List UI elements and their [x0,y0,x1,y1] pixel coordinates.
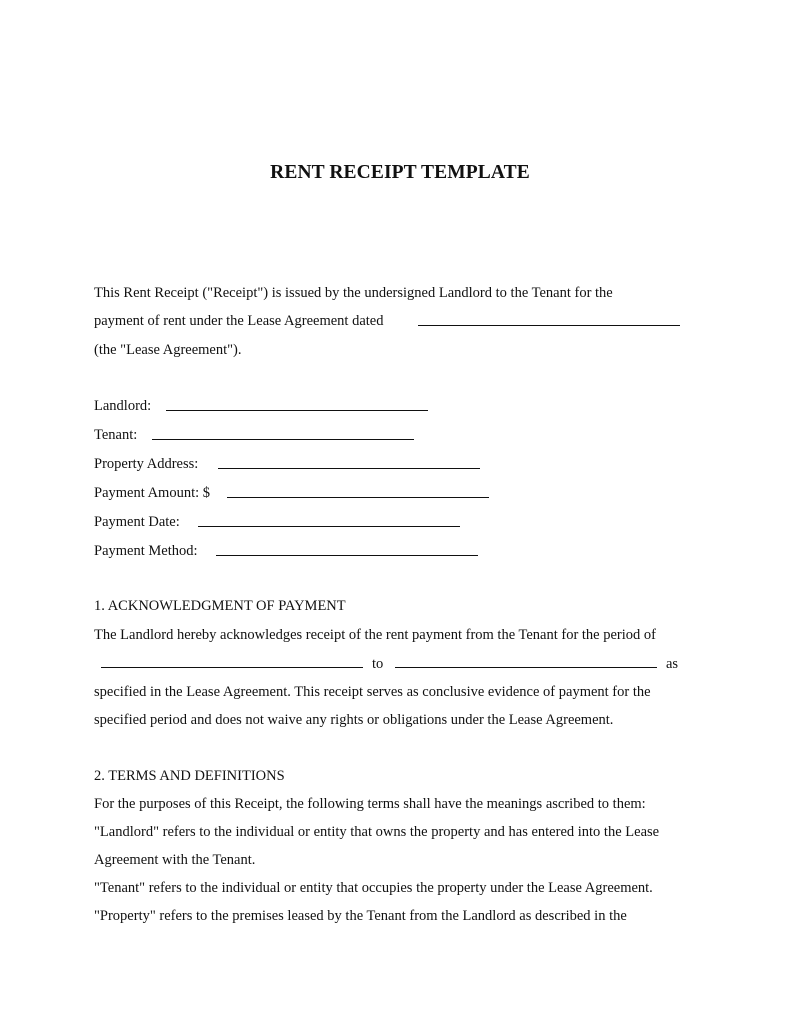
lease-date-blank[interactable] [418,325,680,326]
payment-method-blank[interactable] [216,555,478,556]
property-address-label: Property Address: [94,456,199,472]
section-2-line-4: "Tenant" refers to the individual or entity that occupies the property under the Lease Agreement. [94,880,653,896]
payment-amount-label: Payment Amount: $ [94,485,210,501]
section-2-line-3: Agreement with the Tenant. [94,852,256,868]
section-1-line-1: The Landlord hereby acknowledges receipt of the rent payment from the Tenant for the period of [94,627,656,643]
payment-date-blank[interactable] [198,526,460,527]
section-1-line-4: specified period and does not waive any rights or obligations under the Lease Agreement. [94,712,614,728]
period-start-blank[interactable] [101,667,363,668]
landlord-label: Landlord: [94,398,152,414]
period-as-text: as [666,656,679,672]
intro-line-1: This Rent Receipt ("Receipt") is issued by the undersigned Landlord to the Tenant for the [94,285,613,301]
section-2-line-1: For the purposes of this Receipt, the following terms shall have the meanings ascribed to them: [94,796,646,812]
payment-date-label: Payment Date: [94,514,180,530]
landlord-blank[interactable] [166,410,428,411]
section-2-line-2: "Landlord" refers to the individual or entity that owns the property and has entered into the Lease [94,824,660,840]
section-2-line-5: "Property" refers to the premises leased by the Tenant from the Landlord as described in the [94,908,627,924]
intro-line-3: (the "Lease Agreement"). [94,342,242,358]
section-2-heading: 2. TERMS AND DEFINITIONS [94,768,285,784]
payment-amount-blank[interactable] [227,497,489,498]
period-end-blank[interactable] [395,667,657,668]
document-title: RENT RECEIPT TEMPLATE [270,162,530,183]
tenant-label: Tenant: [94,427,138,443]
section-1-heading: 1. ACKNOWLEDGMENT OF PAYMENT [94,598,346,614]
property-address-blank[interactable] [218,468,480,469]
tenant-blank[interactable] [152,439,414,440]
period-to-text: to [372,656,384,672]
intro-line-2-text: payment of rent under the Lease Agreement dated [94,313,384,329]
payment-method-label: Payment Method: [94,543,198,559]
intro-line-2 [94,312,383,330]
section-1-line-3: specified in the Lease Agreement. This receipt serves as conclusive evidence of payment for the [94,684,651,700]
